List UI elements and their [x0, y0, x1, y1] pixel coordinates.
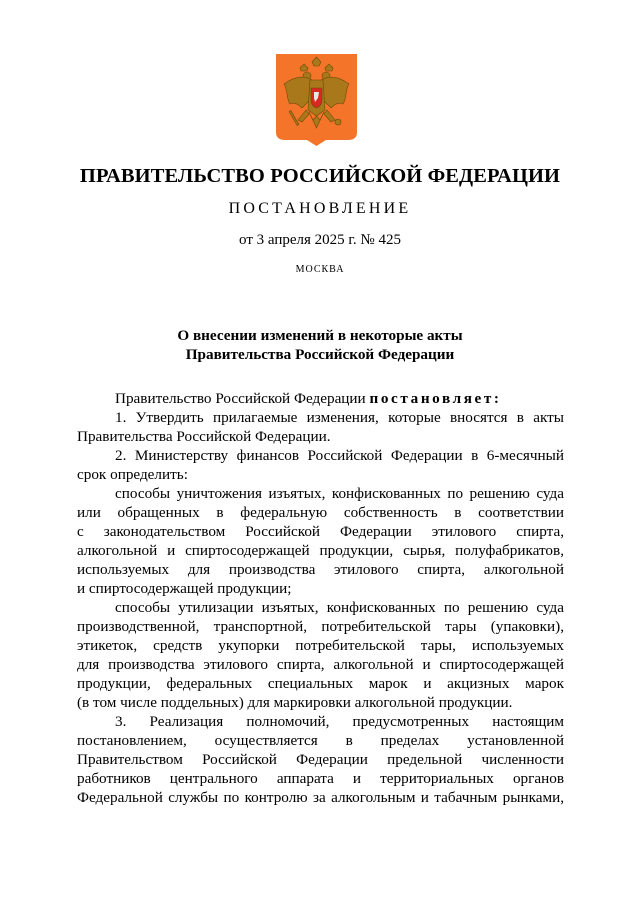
body-line: и спиртосодержащей продукции; [77, 580, 292, 597]
intro-verb: постановляет: [369, 390, 502, 407]
body-line: постановлением, осуществляется в пределах установленной [77, 732, 564, 749]
city-name: МОСКВА [295, 264, 345, 275]
body-line: этикеток, средств укупорки потребительской тары, используемых [77, 637, 564, 654]
body-line: (в том числе поддельных) для маркировки алкогольной продукции. [77, 694, 513, 711]
body-line: производственной, транспортной, потребительской тары (упаковки), [77, 618, 564, 635]
coat-of-arms-emblem [276, 54, 357, 146]
body-line: Правительством Российской Федерации предельной численности [77, 751, 564, 768]
body-line: с законодательством Российской Федерации этилового спирта, [77, 523, 564, 540]
body-line: продукции, федеральных специальных марок и акцизных марок [77, 675, 564, 692]
document-type: ПОСТАНОВЛЕНИЕ [228, 200, 412, 217]
body-line: используемых для производства этилового спирта, алкогольной [77, 561, 564, 578]
body-line: или обращенных в федеральную собственность в соответствии [77, 504, 564, 521]
body-line: 2. Министерству финансов Российской Федерации в 6-месячный [115, 447, 564, 464]
body-line: работников центрального аппарата и территориальных органов [77, 770, 564, 787]
body-line: алкогольной и спиртосодержащей продукции, сырья, полуфабрикатов, [77, 542, 564, 559]
title-line-1: О внесении изменений в некоторые акты [177, 327, 463, 344]
body-line: Правительства Российской Федерации. [77, 428, 331, 445]
government-name: ПРАВИТЕЛЬСТВО РОССИЙСКОЙ ФЕДЕРАЦИИ [79, 165, 561, 187]
body-line: способы утилизации изъятых, конфискованных по решению суда [115, 599, 564, 616]
body-line: срок определить: [77, 466, 188, 483]
body-line: способы уничтожения изъятых, конфискованных по решению суда [115, 485, 564, 502]
body-line: для производства этилового спирта, алкогольной и спиртосодержащей [77, 656, 564, 673]
intro-text: Правительство Российской Федерации [115, 390, 366, 407]
intro-paragraph [115, 389, 564, 408]
body-line: 1. Утвердить прилагаемые изменения, которые вносятся в акты [115, 409, 564, 426]
title-line-2: Правительства Российской Федерации [185, 346, 455, 363]
date-and-number: от 3 апреля 2025 г. № 425 [239, 232, 401, 248]
body-line: Федеральной службы по контролю за алкогольным и табачным рынками, [77, 789, 564, 806]
body-line: 3. Реализация полномочий, предусмотренных настоящим [115, 713, 564, 730]
